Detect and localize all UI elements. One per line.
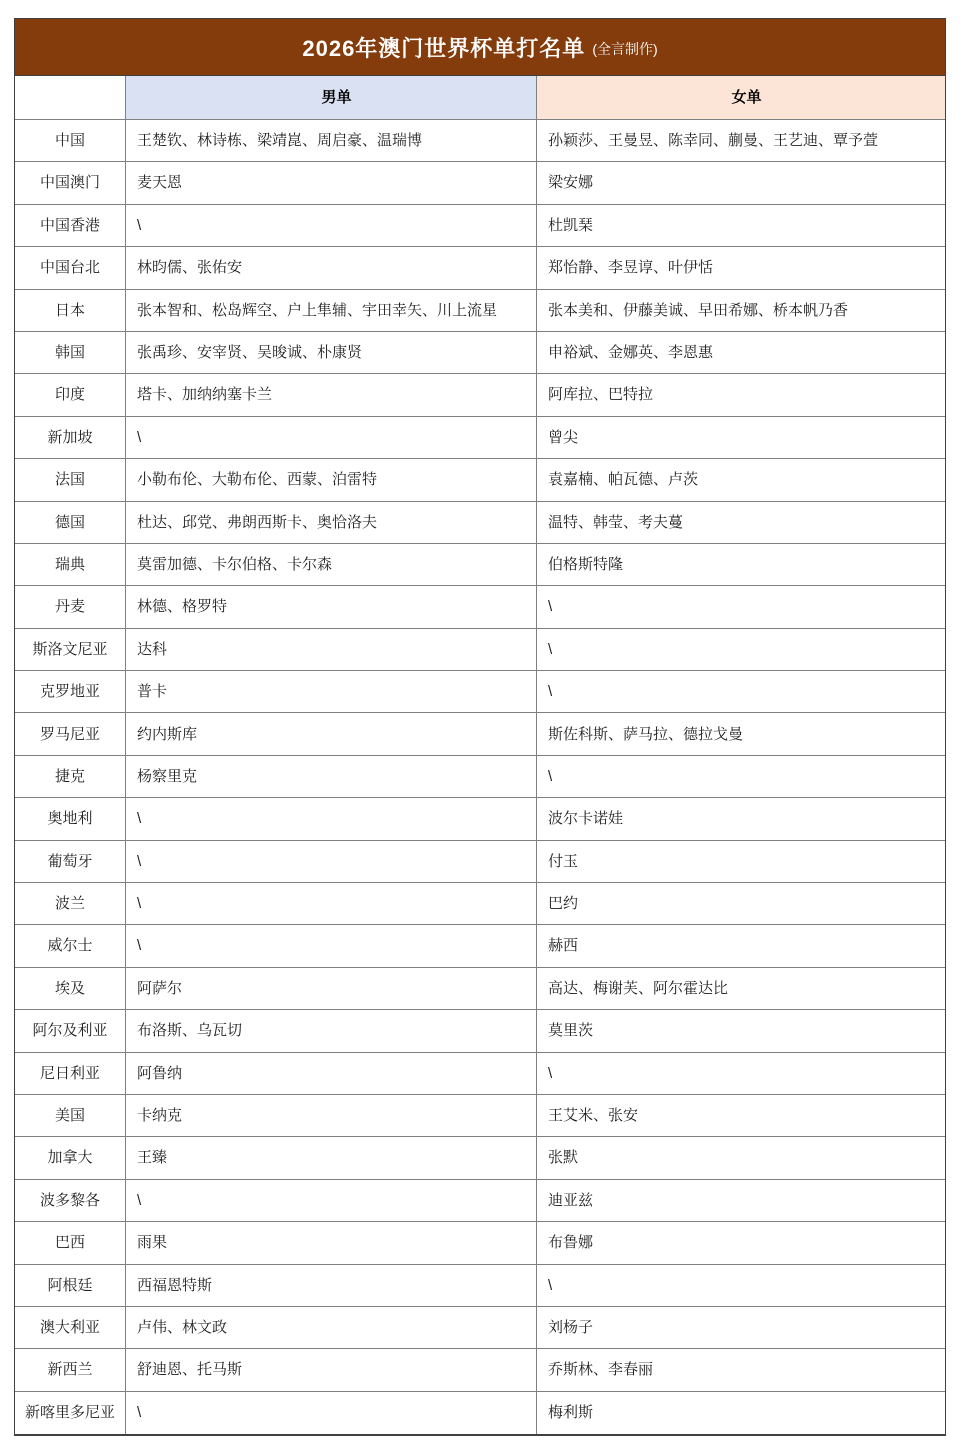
country-label: 中国香港	[15, 205, 126, 247]
mens-players-cell: \	[126, 841, 537, 883]
mens-players-cell: \	[126, 205, 537, 247]
womens-players-cell: 刘杨子	[537, 1307, 945, 1349]
womens-players-cell: 梅利斯	[548, 1404, 594, 1422]
country-label: 韩国	[15, 332, 126, 374]
table-row	[15, 671, 945, 713]
mens-players-cell: \	[126, 1180, 537, 1222]
country-label: 巴西	[15, 1222, 126, 1264]
womens-players-cell: 阿库拉、巴特拉	[537, 374, 945, 416]
mens-players-cell: 杜达、邱党、弗朗西斯卡、奥恰洛夫	[126, 502, 537, 544]
table-row	[15, 713, 945, 755]
mens-players-cell: 林德、格罗特	[126, 586, 537, 628]
table-row	[15, 883, 945, 925]
table-row	[15, 1053, 945, 1095]
table-row	[15, 1137, 945, 1179]
table-row	[15, 247, 945, 289]
country-label: 捷克	[15, 756, 126, 798]
country-label: 澳大利亚	[15, 1307, 126, 1349]
table-row	[15, 162, 945, 204]
table-row	[15, 120, 945, 162]
womens-players-cell: 申裕斌、金娜英、李恩惠	[537, 332, 945, 374]
mens-players-cell: 达科	[126, 629, 537, 671]
mens-players-cell: 阿萨尔	[126, 968, 537, 1010]
table-row	[15, 841, 945, 883]
country-label: 日本	[15, 290, 126, 332]
table-row	[15, 1349, 945, 1391]
mens-players-cell: 张禹珍、安宰贤、吴晙诚、朴康贤	[126, 332, 537, 374]
table-row	[15, 290, 945, 332]
womens-players-cell: 波尔卡诺娃	[537, 798, 945, 840]
page-title: 2026年澳门世界杯单打名单	[302, 35, 586, 61]
womens-players-cell: 梁安娜	[537, 162, 945, 204]
mens-players-cell: 阿鲁纳	[126, 1053, 537, 1095]
country-label: 克罗地亚	[15, 671, 126, 713]
country-label: 德国	[15, 502, 126, 544]
country-label: 尼日利亚	[15, 1053, 126, 1095]
country-label: 瑞典	[15, 544, 126, 586]
country-label: 印度	[15, 374, 126, 416]
header-country-blank	[15, 76, 126, 120]
womens-players-cell: 温特、韩莹、考夫蔓	[537, 502, 945, 544]
column-header-row	[15, 76, 945, 120]
womens-players-cell: 郑怡静、李昱谆、叶伊恬	[537, 247, 945, 289]
table-row	[15, 1010, 945, 1052]
table-row	[15, 1095, 945, 1137]
roster-table	[14, 18, 946, 1436]
table-row	[15, 205, 945, 247]
table-row	[15, 374, 945, 416]
womens-players-cell: 巴约	[537, 883, 945, 925]
header-womens-singles: 女单	[537, 76, 945, 120]
table-row	[15, 502, 945, 544]
country-label: 埃及	[15, 968, 126, 1010]
mens-players-cell: 王楚钦、林诗栋、梁靖崑、周启豪、温瑞博	[126, 120, 537, 162]
womens-players-cell: 袁嘉楠、帕瓦德、卢茨	[537, 459, 945, 501]
country-label: 美国	[15, 1095, 126, 1137]
womens-players-cell: 王艾米、张安	[537, 1095, 945, 1137]
womens-players-cell: 张默	[537, 1137, 945, 1179]
country-label: 中国澳门	[15, 162, 126, 204]
womens-players-cell: \	[537, 586, 945, 628]
mens-players-cell: 塔卡、加纳纳塞卡兰	[126, 374, 537, 416]
country-label: 新喀里多尼亚	[15, 1392, 126, 1434]
table-row	[15, 586, 945, 628]
womens-players-cell: 赫西	[537, 925, 945, 967]
mens-players-cell: \	[126, 883, 537, 925]
mens-players-cell: 卡纳克	[126, 1095, 537, 1137]
country-label: 波兰	[15, 883, 126, 925]
womens-players-cell: 莫里茨	[537, 1010, 945, 1052]
table-title-bar	[15, 19, 945, 76]
country-label: 斯洛文尼亚	[15, 629, 126, 671]
womens-players-cell: \	[537, 671, 945, 713]
table-row	[15, 968, 945, 1010]
table-row	[15, 1392, 945, 1434]
mens-players-cell: \	[126, 1392, 537, 1434]
header-mens-singles: 男单	[126, 76, 537, 120]
country-label: 阿根廷	[15, 1265, 126, 1307]
country-label: 罗马尼亚	[15, 713, 126, 755]
country-label: 奥地利	[15, 798, 126, 840]
womens-players-cell: 高达、梅谢芙、阿尔霍达比	[537, 968, 945, 1010]
womens-players-cell: 曾尖	[537, 417, 945, 459]
womens-players-cell: 付玉	[537, 841, 945, 883]
mens-players-cell: \	[126, 925, 537, 967]
womens-players-cell: 杜凯琹	[537, 205, 945, 247]
country-label: 波多黎各	[15, 1180, 126, 1222]
page-title-credit: (全言制作)	[592, 41, 658, 57]
mens-players-cell: 西福恩特斯	[126, 1265, 537, 1307]
country-label: 中国	[15, 120, 126, 162]
womens-players-cell: \	[537, 1265, 945, 1307]
country-label: 新加坡	[15, 417, 126, 459]
womens-players-cell: 斯佐科斯、萨马拉、德拉戈曼	[537, 713, 945, 755]
mens-players-cell: 小勒布伦、大勒布伦、西蒙、泊雷特	[126, 459, 537, 501]
womens-players-cell: \	[537, 1053, 945, 1095]
womens-players-cell: 布鲁娜	[537, 1222, 945, 1264]
womens-players-cell: 孙颖莎、王曼昱、陈幸同、蒯曼、王艺迪、覃予萱	[537, 120, 945, 162]
mens-players-cell: 张本智和、松岛辉空、户上隼辅、宇田幸矢、川上流星	[126, 290, 537, 332]
table-row	[15, 756, 945, 798]
table-row	[15, 925, 945, 967]
table-row	[15, 459, 945, 501]
mens-players-cell: \	[126, 798, 537, 840]
country-label: 中国台北	[15, 247, 126, 289]
mens-players-cell: 普卡	[126, 671, 537, 713]
womens-players-cell: \	[537, 629, 945, 671]
table-row	[15, 1265, 945, 1307]
mens-players-cell: 卢伟、林文政	[126, 1307, 537, 1349]
womens-players-cell: 乔斯林、李春丽	[537, 1349, 945, 1391]
table-row	[15, 417, 945, 459]
table-row	[15, 798, 945, 840]
table-row	[15, 1222, 945, 1264]
table-body	[15, 120, 945, 1434]
womens-players-cell: 伯格斯特隆	[537, 544, 945, 586]
mens-players-cell: 雨果	[126, 1222, 537, 1264]
country-label: 法国	[15, 459, 126, 501]
mens-players-cell: 林昀儒、张佑安	[126, 247, 537, 289]
mens-players-cell: 麦天恩	[126, 162, 537, 204]
table-row	[15, 1180, 945, 1222]
country-label: 丹麦	[15, 586, 126, 628]
table-row	[15, 332, 945, 374]
mens-players-cell: 约内斯库	[126, 713, 537, 755]
country-label: 葡萄牙	[15, 841, 126, 883]
mens-players-cell: 莫雷加德、卡尔伯格、卡尔森	[126, 544, 537, 586]
table-row	[15, 1307, 945, 1349]
table-row	[15, 544, 945, 586]
womens-players-cell: \	[537, 756, 945, 798]
mens-players-cell: 杨察里克	[126, 756, 537, 798]
country-label: 新西兰	[15, 1349, 126, 1391]
country-label: 加拿大	[15, 1137, 126, 1179]
country-label: 阿尔及利亚	[15, 1010, 126, 1052]
mens-players-cell: 舒迪恩、托马斯	[126, 1349, 537, 1391]
mens-players-cell: \	[126, 417, 537, 459]
mens-players-cell: 布洛斯、乌瓦切	[126, 1010, 537, 1052]
mens-players-cell: 王臻	[126, 1137, 537, 1179]
country-label: 威尔士	[15, 925, 126, 967]
womens-players-cell: 张本美和、伊藤美诚、早田希娜、桥本帆乃香	[537, 290, 945, 332]
womens-players-cell: 迪亚兹	[537, 1180, 945, 1222]
table-row	[15, 629, 945, 671]
